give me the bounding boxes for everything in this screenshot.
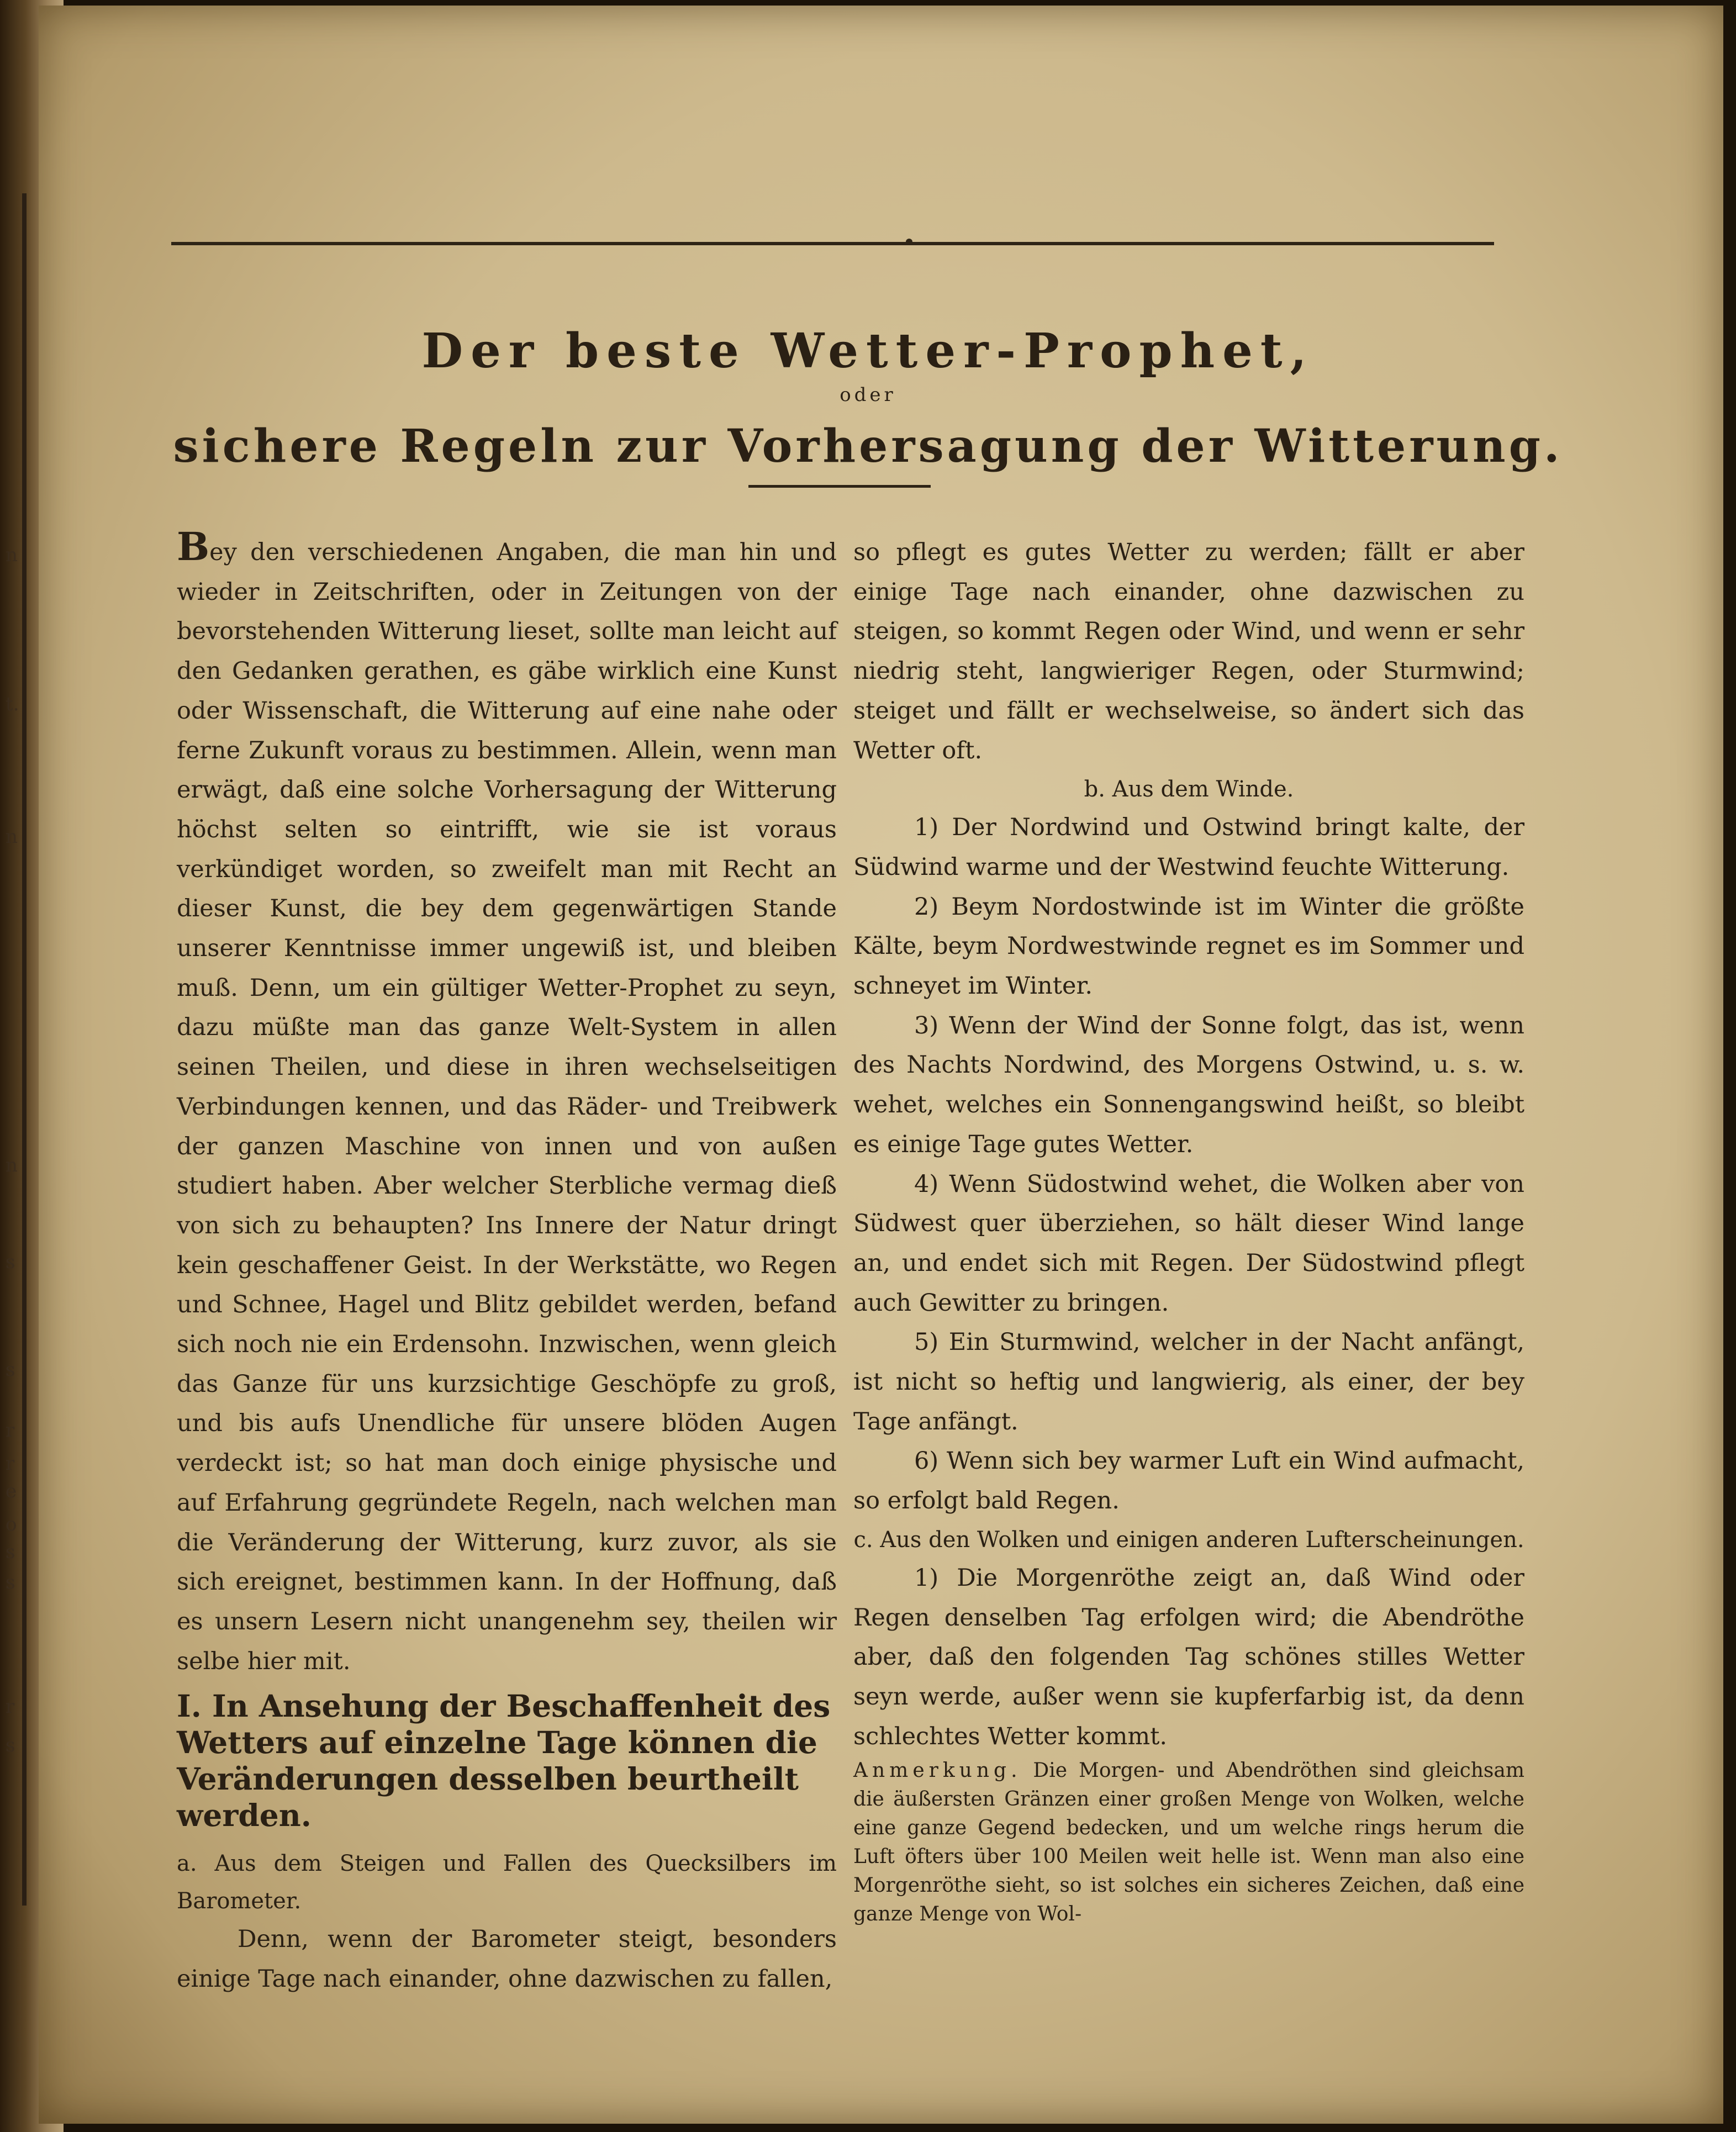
margin-fragment: e — [6, 1480, 17, 1502]
rule-c1: 1) Die Morgenröthe zeigt an, daß Wind oder Regen denselben Tag erfolgen wird; die Abendröthe aber, daß den folgenden Tag schönes stilles Wetter seyn werde, außer wenn sie kupferfarbig ist, da denn schlechtes Wetter kommt. — [853, 1564, 1524, 1750]
margin-fragment: r — [6, 1419, 15, 1442]
rule-b1: 1) Der Nordwind und Ostwind bringt kalte, der Südwind warme und der Westwind feuchte Witterung. — [853, 814, 1524, 881]
margin-fragment: s — [6, 1251, 15, 1273]
margin-fragment: s — [6, 1571, 15, 1593]
footnote — [853, 1756, 1524, 1929]
title-rule — [748, 485, 931, 488]
margin-fragment: s — [6, 1359, 15, 1381]
drop-cap: B — [177, 524, 210, 569]
paragraph-a: Denn, wenn der Barometer steigt, besonders einige Tage nach einander, ohne dazwischen zu fallen, — [177, 1925, 837, 1993]
margin-fragment: n — [6, 544, 18, 566]
footnote-label: Anmerkung. — [853, 1759, 1022, 1782]
subheading-a: a. Aus dem Steigen und Fallen des Quecksilbers im Barometer. — [177, 1851, 837, 1914]
left-column — [177, 524, 837, 1999]
paragraph-a-continued: so pflegt es gutes Wetter zu werden; fällt er aber einige Tage nach einander, ohne dazwischen zu steigen, so kommt Regen oder Wind, und wenn er sehr niedrig steht, langwieriger Regen, oder Sturmwind; steiget und fällt er wechselweise, so ändert sich das Wetter oft. — [853, 539, 1524, 764]
margin-fragment: r — [6, 1696, 15, 1718]
rule-b6: 6) Wenn sich bey warmer Luft ein Wind aufmacht, so erfolgt bald Regen. — [853, 1447, 1524, 1515]
subheading-c: c. Aus den Wolken und einigen anderen Lufterscheinungen. — [853, 1527, 1524, 1553]
margin-fragment: r — [6, 1453, 15, 1475]
rule-b5: 5) Ein Sturmwind, welcher in der Nacht anfängt, ist nicht so heftig und langwierig, als einer, der bey Tage anfängt. — [853, 1328, 1524, 1436]
footnote-text: Die Morgen- und Abendröthen sind gleichsam die äußersten Gränzen einer großen Menge von Wolken, welche eine ganze Gegend bedecken, und um welche rings herum die Luft öfters über 100 Meilen weit helle ist. Wenn man also eine Morgenröthe sieht, so ist solches ein sicheres Zeichen, daß eine ganze Menge von Wol- — [853, 1759, 1524, 1926]
title-line-1: Der beste Wetter-Prophet, — [421, 323, 1315, 379]
margin-fragment: t. — [6, 693, 19, 715]
margin-fragment: s — [6, 1734, 15, 1756]
rule-b3: 3) Wenn der Wind der Sonne folgt, das ist, wenn des Nachts Nordwind, des Morgens Ostwind, u. s. w. wehet, welches ein Sonnengangswind heißt, so bleibt es einige Tage gutes Wetter. — [853, 1011, 1524, 1158]
rule-b4: 4) Wenn Südostwind wehet, die Wolken aber von Südwest quer überziehen, so hält dieser Wind lange an, und endet sich mit Regen. Der Südostwind pflegt auch Gewitter zu bringen. — [853, 1170, 1524, 1317]
title-line-2: oder — [840, 384, 896, 406]
right-column — [853, 533, 1524, 1929]
section-heading-I — [177, 1688, 837, 1834]
margin-fragment: s — [6, 1541, 15, 1563]
intro-text: ey den verschiedenen Angaben, die man hin und wieder in Zeitschriften, oder in Zeitungen von der bevorstehenden Witterung lieset, sollte man leicht auf den Gedanken gerathen, es gäbe wirklich eine Kunst oder Wissenschaft, die Witterung auf eine nahe oder ferne Zukunft voraus zu bestimmen. Allein, wenn man erwägt, daß eine solche Vorhersagung der Witterung höchst selten so eintrifft, wie sie ist voraus verkündiget worden, so zweifelt man mit Recht an dieser Kunst, die bey dem gegenwärtigen Stande unserer Kenntnisse immer ungewiß ist, und bleiben muß. Denn, um ein gültiger Wetter-Prophet zu seyn, dazu müßte man das ganze Welt-System in allen seinen Theilen, und diese in ihren wechselseitigen Verbindungen kennen, und das Räder- und Treibwerk der ganzen Maschine von innen und von außen studiert haben. Aber welcher Sterbliche vermag dieß von sich zu behaupten? Ins Innere der Natur dringt kein geschaffener Geist. In der Werkstätte, wo Regen und Schnee, Hagel und Blitz gebildet werden, befand sich noch nie ein Erdensohn. Inzwischen, wenn gleich das Ganze für uns kurzsichtige Geschöpfe zu groß, und bis aufs Unendliche für unsere blöden Augen verdeckt ist; so hat man doch einige physische und auf Erfahrung gegründete Regeln, nach welchen man die Veränderung der Witterung, kurz zuvor, als sie sich ereignet, bestimmen kann. In der Hoffnung, daß es unsern Lesern nicht unangenehm sey, theilen wir selbe hier mit. — [177, 539, 837, 1675]
rule-b2: 2) Beym Nordostwinde ist im Winter die größte Kälte, beym Nordwestwinde regnet es im Sommer und schneyet im Winter. — [853, 893, 1524, 1000]
intro-paragraph — [177, 524, 837, 1681]
subheading-b: b. Aus dem Winde. — [1084, 777, 1294, 803]
margin-fragment: o — [6, 1513, 17, 1535]
section-number: I. — [177, 1688, 202, 1724]
margin-fragment: n — [6, 1154, 18, 1176]
header-rule — [171, 242, 1494, 245]
title-line-3: sichere Regeln zur Vorhersagung der Witterung. — [173, 420, 1563, 473]
section-heading-text: In Ansehung der Beschaffenheit des Wetters auf einzelne Tage können die Veränderungen desselben beurtheilt werden. — [177, 1688, 831, 1834]
margin-fragment: n — [6, 826, 18, 848]
